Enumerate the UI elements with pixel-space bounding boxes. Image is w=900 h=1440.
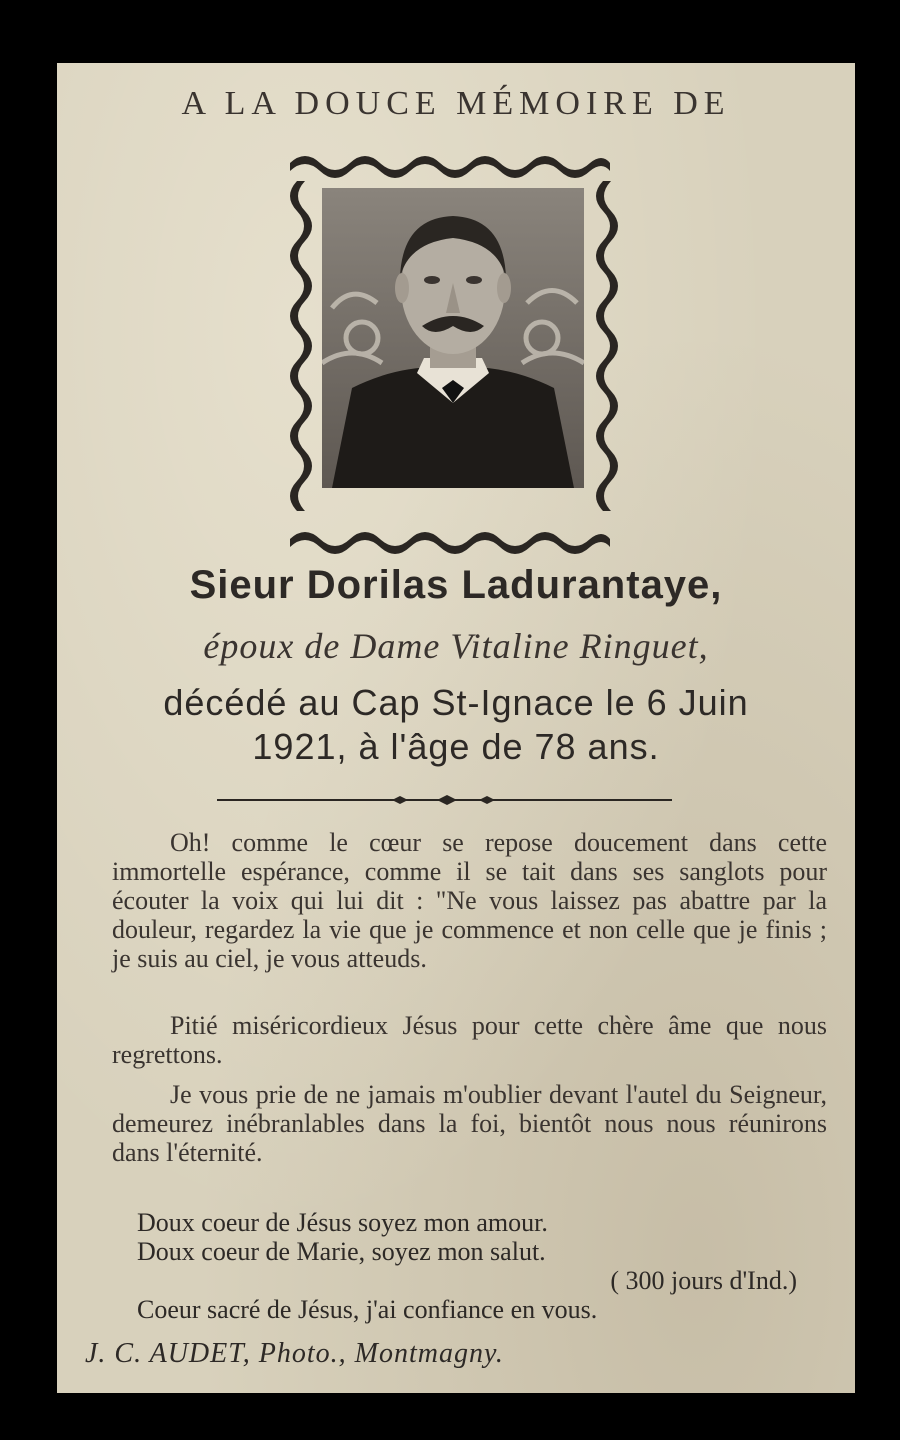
deceased-name: Sieur Dorilas Ladurantaye,	[189, 563, 723, 607]
portrait-man-icon	[322, 188, 584, 488]
death-line-1: décédé au Cap St-Ignace le 6 Juin	[163, 682, 749, 723]
portrait-photo	[322, 188, 584, 488]
memorial-card	[57, 63, 855, 1393]
photographer-credit: J. C. AUDET, Photo., Montmagny.	[85, 1338, 504, 1369]
paragraph-2: Pitié miséricordieux Jésus pour cette chère âme que nous regrettons.	[112, 1011, 827, 1069]
prayer-line-2: Doux coeur de Marie, soyez mon salut.	[137, 1237, 546, 1266]
prayers-block	[137, 1208, 797, 1324]
indulgence-note: ( 300 jours d'Ind.)	[610, 1266, 797, 1295]
prayer-line-3: Coeur sacré de Jésus, j'ai confiance en vous.	[137, 1295, 598, 1324]
death-details	[57, 681, 855, 769]
memorial-heading: A LA DOUCE MÉMOIRE DE	[181, 85, 731, 122]
spouse-line: époux de Dame Vitaline Ringuet,	[203, 626, 709, 666]
ornamental-divider	[217, 793, 672, 807]
paragraph-3: Je vous prie de ne jamais m'oublier devant l'autel du Seigneur, demeurez inébranlables dans la foi, bientôt nous nous réunirons dans l'éternité.	[112, 1080, 827, 1167]
portrait-frame	[285, 151, 620, 556]
paragraph-1: Oh! comme le cœur se repose doucement dans cette immortelle espérance, comme il se tait dans ses sanglots pour écouter la voix qui lui dit : "Ne vous laissez pas abattre par la douleur, regardez la vie que je commence et non celle que je finis ; je suis au ciel, je vous atteuds.	[112, 828, 827, 973]
death-line-2: 1921, à l'âge de 78 ans.	[252, 726, 660, 767]
prayer-line-1: Doux coeur de Jésus soyez mon amour.	[137, 1208, 548, 1237]
